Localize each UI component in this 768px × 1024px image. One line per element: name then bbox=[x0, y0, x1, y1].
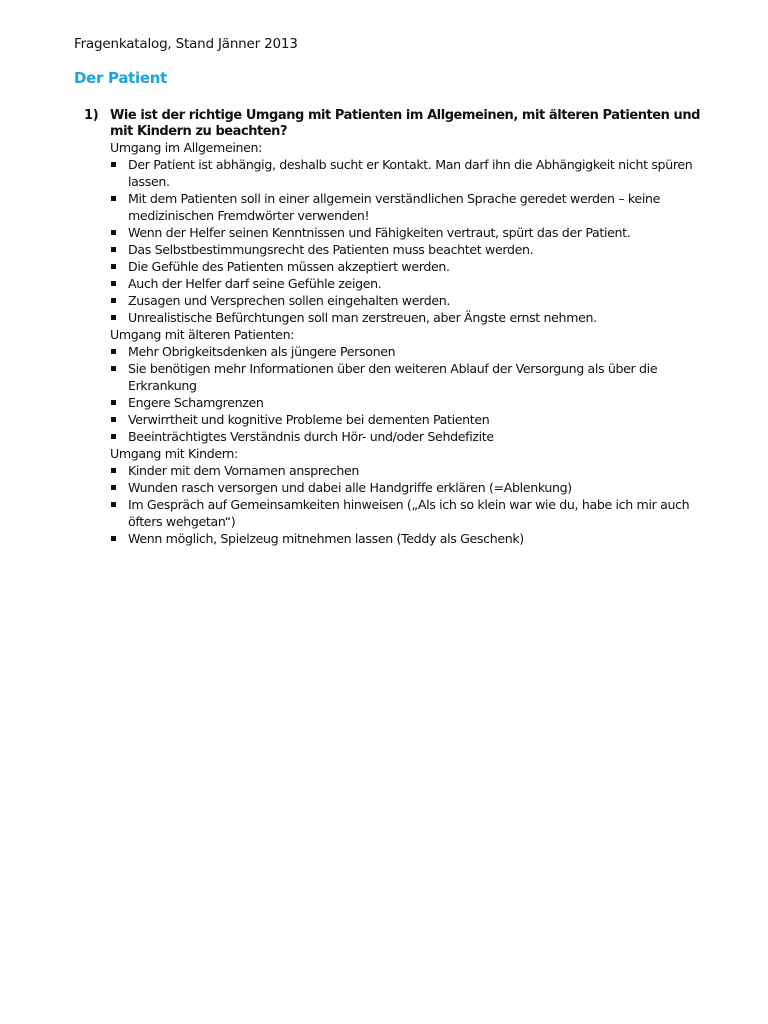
list-item bbox=[110, 224, 710, 241]
bullet-list bbox=[110, 343, 710, 445]
list-item bbox=[110, 241, 710, 258]
list-item bbox=[110, 360, 710, 394]
square-bullet-icon bbox=[111, 264, 116, 269]
square-bullet-icon bbox=[111, 315, 116, 320]
list-item-text: Im Gespräch auf Gemeinsamkeiten hinweisen („Als ich so klein war wie du, habe ich mir auch öfters wehgetan“) bbox=[128, 497, 690, 529]
list-item-text: Mehr Obrigkeitsdenken als jüngere Personen bbox=[128, 344, 396, 359]
square-bullet-icon bbox=[111, 281, 116, 286]
square-bullet-icon bbox=[111, 349, 116, 354]
list-item-text: Zusagen und Versprechen sollen eingehalten werden. bbox=[128, 293, 451, 308]
list-item bbox=[110, 258, 710, 275]
list-item bbox=[110, 309, 710, 326]
square-bullet-icon bbox=[111, 196, 116, 201]
list-item-text: Beeinträchtigtes Verständnis durch Hör- und/oder Sehdefizite bbox=[128, 429, 494, 444]
square-bullet-icon bbox=[111, 230, 116, 235]
list-item bbox=[110, 292, 710, 309]
question-text: Wie ist der richtige Umgang mit Patienten im Allgemeinen, mit älteren Patienten und mit Kindern zu beachten? bbox=[110, 108, 701, 139]
list-item-text: Unrealistische Befürchtungen soll man zerstreuen, aber Ängste ernst nehmen. bbox=[128, 310, 597, 325]
list-item-text: Verwirrtheit und kognitive Probleme bei dementen Patienten bbox=[128, 412, 490, 427]
list-item-text: Das Selbstbestimmungsrecht des Patienten muss beachtet werden. bbox=[128, 242, 534, 257]
list-item-text: Mit dem Patienten soll in einer allgemein verständlichen Sprache geredet werden – keine medizinischen Fremdwörter verwenden! bbox=[128, 191, 660, 223]
square-bullet-icon bbox=[111, 162, 116, 167]
group-label: Umgang mit Kindern: bbox=[110, 446, 238, 461]
list-item-text: Engere Schamgrenzen bbox=[128, 395, 264, 410]
list-item bbox=[110, 411, 710, 428]
list-item-text: Der Patient ist abhängig, deshalb sucht er Kontakt. Man darf ihn die Abhängigkeit nicht spüren lassen. bbox=[128, 157, 693, 189]
list-item bbox=[110, 275, 710, 292]
list-item bbox=[110, 156, 710, 190]
list-item-text: Auch der Helfer darf seine Gefühle zeigen. bbox=[128, 276, 382, 291]
document-header: Fragenkatalog, Stand Jänner 2013 bbox=[74, 36, 298, 52]
square-bullet-icon bbox=[111, 485, 116, 490]
list-item-text: Wenn der Helfer seinen Kenntnissen und Fähigkeiten vertraut, spürt das der Patient. bbox=[128, 225, 631, 240]
group-label: Umgang im Allgemeinen: bbox=[110, 140, 263, 155]
list-item bbox=[110, 343, 710, 360]
list-item bbox=[110, 428, 710, 445]
bullet-list bbox=[110, 156, 710, 326]
list-item bbox=[110, 479, 710, 496]
list-item-text: Sie benötigen mehr Informationen über den weiteren Ablauf der Versorgung als über die Erkrankung bbox=[128, 361, 658, 393]
square-bullet-icon bbox=[111, 298, 116, 303]
square-bullet-icon bbox=[111, 536, 116, 541]
list-item-text: Kinder mit dem Vornamen ansprechen bbox=[128, 463, 360, 478]
list-item bbox=[110, 394, 710, 411]
question-number: 1) bbox=[84, 108, 99, 123]
list-item-text: Wunden rasch versorgen und dabei alle Handgriffe erklären (=Ablenkung) bbox=[128, 480, 572, 495]
square-bullet-icon bbox=[111, 366, 116, 371]
square-bullet-icon bbox=[111, 502, 116, 507]
square-bullet-icon bbox=[111, 417, 116, 422]
list-item bbox=[110, 190, 710, 224]
square-bullet-icon bbox=[111, 434, 116, 439]
group-label: Umgang mit älteren Patienten: bbox=[110, 327, 295, 342]
answer-body bbox=[110, 139, 710, 547]
section-title: Der Patient bbox=[74, 69, 167, 87]
square-bullet-icon bbox=[111, 400, 116, 405]
list-item-text: Wenn möglich, Spielzeug mitnehmen lassen (Teddy als Geschenk) bbox=[128, 531, 524, 546]
list-item-text: Die Gefühle des Patienten müssen akzeptiert werden. bbox=[128, 259, 450, 274]
list-item bbox=[110, 462, 710, 479]
square-bullet-icon bbox=[111, 468, 116, 473]
list-item bbox=[110, 530, 710, 547]
list-item bbox=[110, 496, 710, 530]
square-bullet-icon bbox=[111, 247, 116, 252]
bullet-list bbox=[110, 462, 710, 547]
